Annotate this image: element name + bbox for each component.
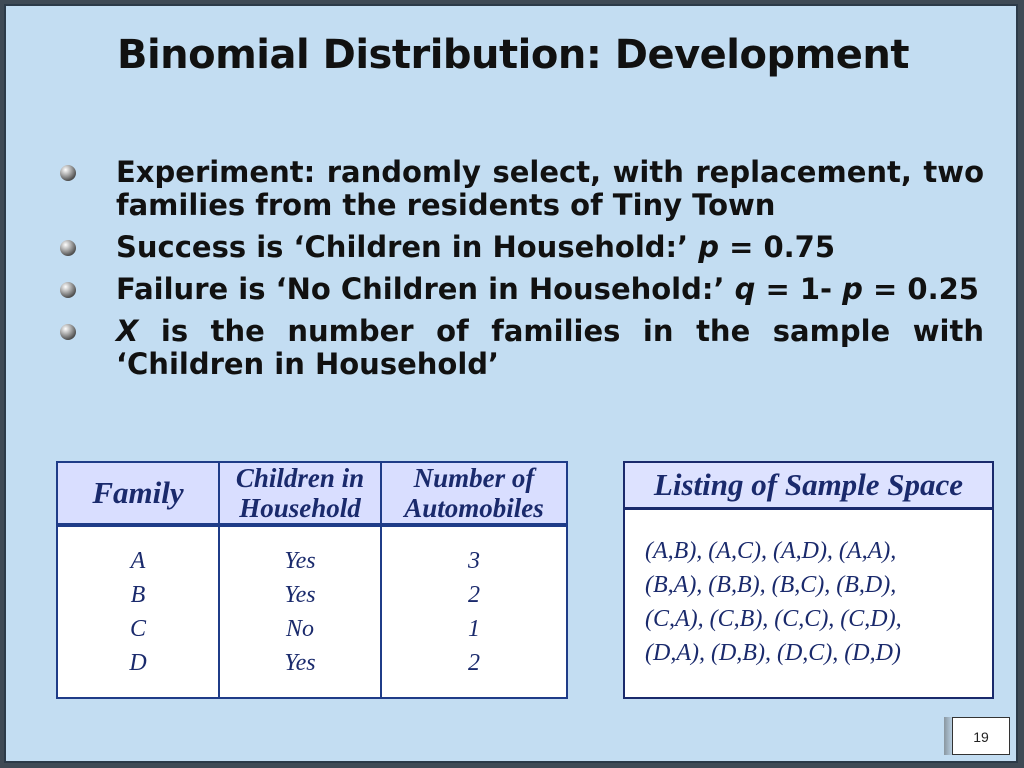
sample-space-line: (D,A), (D,B), (D,C), (D,D)	[645, 640, 901, 666]
table-cell: No	[285, 616, 314, 642]
bullet-text: Failure is ‘No Children in Household:’	[116, 272, 735, 306]
table-cell: C	[129, 616, 146, 642]
bullet-text: is the number of families in the sample with ‘Children in Household’	[116, 314, 984, 381]
table-cell: Yes	[284, 650, 316, 676]
table-body-row	[57, 525, 567, 698]
table-cell: B	[130, 582, 146, 608]
header-autos: Number of Automobiles	[381, 462, 567, 525]
bullet-icon	[60, 240, 76, 256]
slide	[4, 4, 1018, 763]
variable-x: X	[116, 314, 139, 348]
bullet-value: = 0.75	[719, 230, 836, 264]
bullet-text-mid: = 1-	[755, 272, 843, 306]
sample-space-list	[625, 510, 992, 670]
bullet-icon	[60, 165, 76, 181]
page-number: 19	[952, 717, 1010, 755]
family-table	[56, 461, 568, 699]
slide-title: Binomial Distribution: Development	[116, 32, 910, 78]
bullet-icon	[60, 282, 76, 298]
bullet-icon	[60, 324, 76, 340]
autos-column	[381, 525, 567, 698]
table-cell: Yes	[284, 582, 316, 608]
table-cell: Yes	[284, 548, 316, 574]
table-cell: 2	[468, 582, 480, 608]
sample-space-line: (C,A), (C,B), (C,C), (C,D),	[645, 606, 902, 632]
bullet-text: Experiment: randomly select, with replacement, two families from the residents of Tiny Town	[116, 155, 984, 222]
variable-q: q	[734, 272, 756, 306]
table-cell: D	[129, 650, 147, 676]
bullet-value: = 0.25	[862, 272, 979, 306]
sample-space-title: Listing of Sample Space	[625, 463, 992, 510]
header-family: Family	[57, 462, 219, 525]
bullet-list	[60, 156, 984, 390]
bullet-failure	[60, 273, 984, 306]
variable-p: p	[842, 272, 863, 306]
children-column	[219, 525, 381, 698]
bullet-experiment	[60, 156, 984, 222]
table-cell: 1	[468, 616, 480, 642]
family-column	[57, 525, 219, 698]
table-cell: 2	[468, 650, 480, 676]
table-cell: 3	[468, 548, 480, 574]
table-header-row	[57, 462, 567, 525]
table-cell: A	[130, 548, 146, 574]
bullet-success	[60, 231, 984, 264]
bullet-text: Success is ‘Children in Household:’	[116, 230, 699, 264]
header-children: Children in Household	[219, 462, 381, 525]
variable-p: p	[698, 230, 719, 264]
sample-space-box	[623, 461, 994, 699]
bullet-x-definition	[60, 315, 984, 381]
sample-space-line: (A,B), (A,C), (A,D), (A,A),	[645, 538, 897, 564]
sample-space-line: (B,A), (B,B), (B,C), (B,D),	[645, 572, 897, 598]
